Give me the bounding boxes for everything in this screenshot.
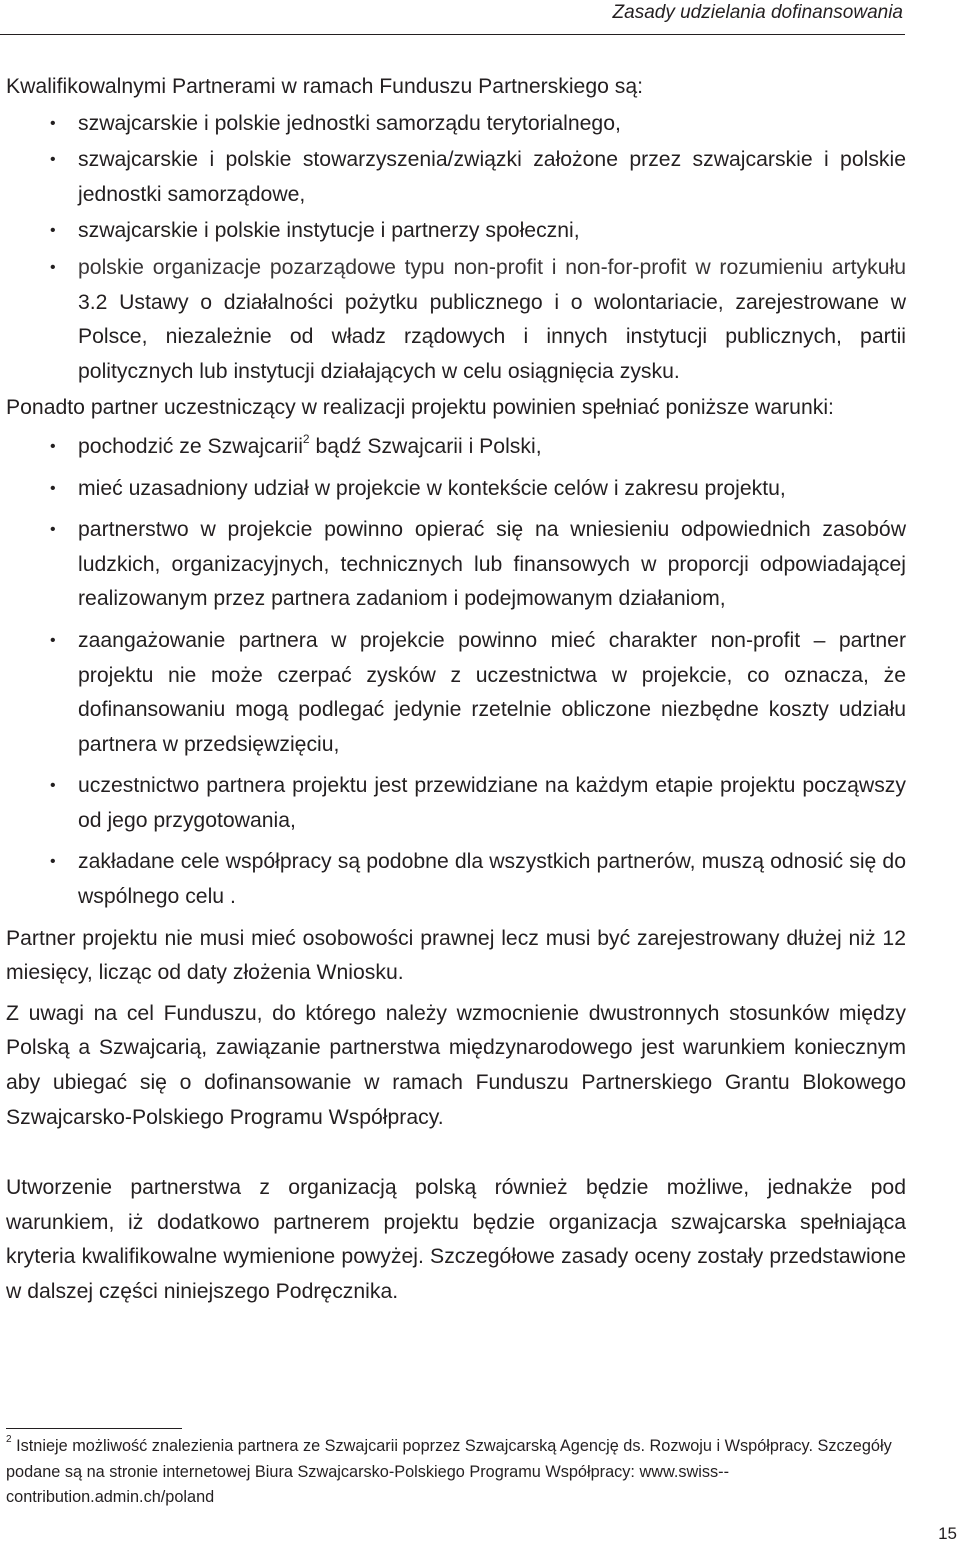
page-header [0, 0, 905, 35]
list-item: • szwajcarskie i polskie instytucje i partnerzy społeczni, [6, 214, 906, 249]
list-item [6, 430, 906, 465]
list-item: • zaangażowanie partnera w projekcie powinno mieć charakter non-profit – partner projektu nie może czerpać zysków z uczestnictwa w projekcie, co oznacza, że dofinansowaniu mogą podlegać jedynie rzetelnie obliczone niezbędne koszty udziału partnera w przedsięwzięciu, [6, 624, 906, 762]
list-item: • szwajcarskie i polskie jednostki samorządu terytorialnego, [6, 107, 906, 142]
list-item: • zakładane cele współpracy są podobne dla wszystkich partnerów, muszą odnosić się do wspólnego celu . [6, 845, 906, 914]
list-item-text: pochodzić ze Szwajcarii [78, 434, 303, 458]
page-content [6, 70, 906, 1310]
list-item-text: bądź Szwajcarii i Polski, [309, 434, 542, 458]
footnote-text: Istnieje możliwość znalezienia partnera ze Szwajcarii poprzez Szwajcarską Agencję ds. Rozwoju i Współpracy. Szczegóły podane są na stronie internetowej Biura Szwajcarsko-Polskiego Programu Współpracy: www.swiss--contribution.admin.ch/poland [6, 1437, 892, 1506]
list-item-text: 3.2 Ustawy o działalności pożytku publicznego i o wolontariacie, zarejestrowane w Polsce, niezależnie od władz rządowych i innych instytucji publicznych, partii politycznych lub instytucji działających w celu osiągnięcia zysku. [78, 290, 906, 383]
list-item: • mieć uzasadniony udział w projekcie w kontekście celów i zakresu projektu, [6, 472, 906, 507]
partner-conditions-list [6, 430, 906, 915]
footnote-number: 2 [6, 1433, 12, 1445]
eligible-partners-list [6, 107, 906, 390]
fund-purpose-paragraph: Z uwagi na cel Funduszu, do którego należy wzmocnienie dwustronnych stosunków między Polską a Szwajcarią, zawiązanie partnerstwa międzynarodowego jest warunkiem koniecznym aby ubiegać się o dofinansowanie w ramach Funduszu Partnerskiego Grantu Blokowego Szwajcarsko-Polskiego Programu Współpracy. [6, 1001, 906, 1129]
footnote [6, 1434, 906, 1511]
list-item: • partnerstwo w projekcie powinno opierać się na wniesieniu odpowiednich zasobów ludzkich, organizacyjnych, technicznych lub finansowych w proporcji odpowiadającej realizowanym przez partnera zadaniom i podejmowanym działaniom, [6, 513, 906, 617]
list-item: • szwajcarskie i polskie stowarzyszenia/związki założone przez szwajcarskie i polskie jednostki samorządowe, [6, 143, 906, 212]
list-item [6, 251, 906, 389]
registration-paragraph: Partner projektu nie musi mieć osobowości prawnej lecz musi być zarejestrowany dłużej niż 12 miesięcy, licząc od daty złożenia Wniosku. [6, 926, 906, 985]
conditions-intro: Ponadto partner uczestniczący w realizacji projektu powinien spełniać poniższe warunki: [6, 396, 834, 420]
polish-partnership-paragraph: Utworzenie partnerstwa z organizacją polską również będzie możliwe, jednakże pod warunkiem, iż dodatkowo partnerem projektu będzie organizacja szwajcarska spełniająca kryteria kwalifikowalne wymienione powyżej. Szczegółowe zasady oceny zostały przedstawione w dalszej części niniejszego Podręcznika. [6, 1176, 906, 1303]
footnote-divider [6, 1428, 182, 1429]
footnote-marker: 2 [302, 431, 310, 446]
page-number: 15 [938, 1524, 957, 1543]
partners-intro: Kwalifikowalnymi Partnerami w ramach Funduszu Partnerskiego są: [6, 75, 644, 98]
list-item: • uczestnictwo partnera projektu jest przewidziane na każdym etapie projektu począwszy od jego przygotowania, [6, 769, 906, 838]
list-item-text-light: polskie organizacje pozarządowe typu non-profit i non-for-profit w rozumieniu artykułu [78, 255, 906, 279]
header-title: Zasady udzielania dofinansowania [612, 2, 903, 23]
